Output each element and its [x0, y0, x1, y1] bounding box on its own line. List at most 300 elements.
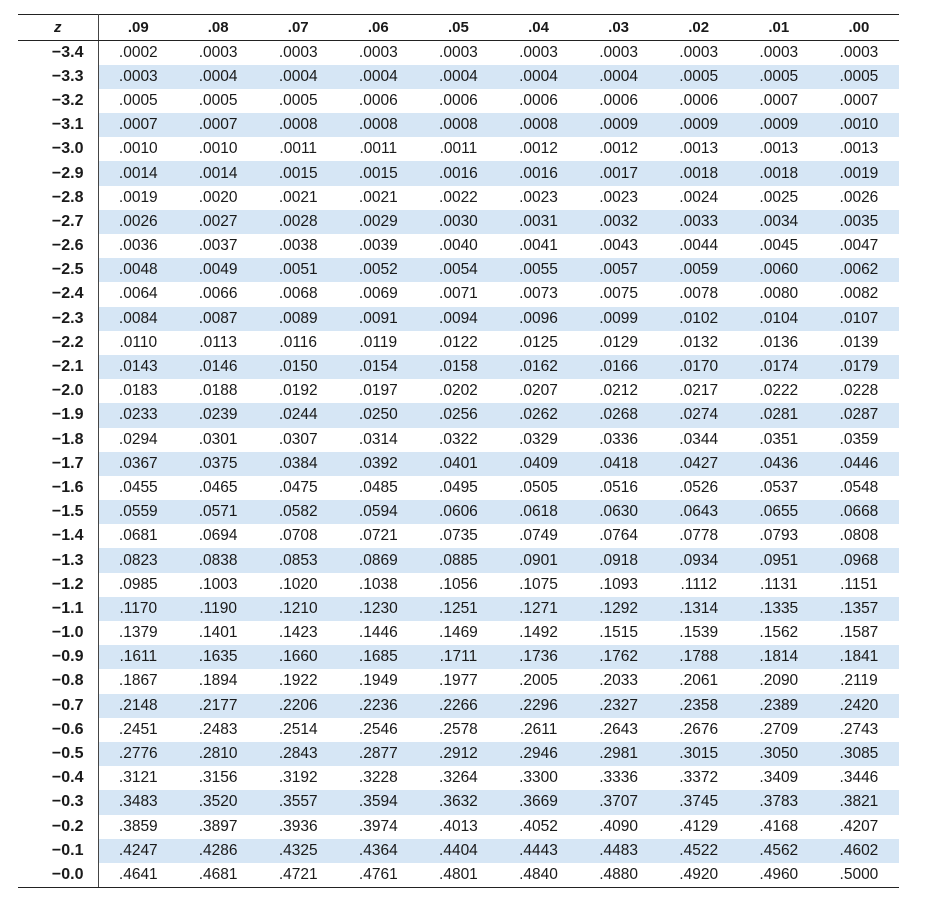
probability-cell: .0016	[418, 161, 498, 185]
probability-cell: .3669	[498, 790, 578, 814]
probability-cell: .0287	[819, 403, 899, 427]
z-value-cell: −0.5	[18, 742, 98, 766]
column-header: .03	[579, 15, 659, 41]
probability-cell: .0427	[659, 452, 739, 476]
probability-cell: .0158	[418, 355, 498, 379]
probability-cell: .0030	[418, 210, 498, 234]
probability-cell: .2005	[519, 672, 558, 690]
probability-cell: .0475	[278, 478, 318, 496]
probability-cell: .2327	[579, 694, 659, 718]
probability-cell: .0047	[839, 237, 879, 255]
probability-cell: .0256	[418, 403, 498, 427]
probability-cell: .0110	[119, 333, 158, 351]
probability-cell: .3050	[739, 742, 819, 766]
probability-cell: .3557	[258, 790, 338, 814]
probability-cell: .3936	[278, 817, 318, 835]
probability-cell: .1210	[258, 597, 338, 621]
probability-cell: .0004	[579, 65, 659, 89]
probability-cell: .1515	[599, 624, 638, 642]
probability-cell: .0681	[118, 527, 158, 545]
probability-cell: .3520	[178, 790, 258, 814]
probability-cell: .0004	[498, 65, 578, 89]
z-value-cell: −1.4	[18, 524, 98, 548]
z-value-cell: −2.9	[18, 161, 98, 185]
probability-cell: .1635	[178, 645, 258, 669]
probability-cell: .2578	[439, 720, 478, 738]
probability-cell: .0934	[659, 548, 739, 572]
probability-cell: .0202	[439, 382, 478, 400]
probability-cell: .1056	[439, 575, 478, 593]
probability-cell: .0025	[759, 188, 799, 206]
probability-cell: .0007	[759, 91, 799, 109]
probability-cell: .0003	[679, 43, 719, 61]
probability-cell: .0129	[599, 333, 638, 351]
probability-cell: .0344	[679, 430, 719, 448]
probability-cell: .0094	[418, 307, 498, 331]
probability-cell: .1112	[680, 575, 717, 593]
probability-cell: .4207	[839, 817, 879, 835]
probability-cell: .0015	[338, 161, 418, 185]
probability-cell: .0004	[178, 65, 258, 89]
probability-cell: .0197	[358, 382, 398, 400]
probability-cell: .3707	[579, 790, 659, 814]
probability-cell: .4920	[659, 863, 739, 887]
table-row	[18, 452, 899, 476]
probability-cell: .0023	[519, 188, 558, 206]
probability-cell: .0359	[839, 430, 879, 448]
probability-cell: .2119	[840, 672, 878, 690]
probability-cell: .1539	[679, 624, 719, 642]
probability-cell: .0222	[759, 382, 799, 400]
probability-cell: .1562	[759, 624, 799, 642]
table-row	[18, 210, 899, 234]
probability-cell: .0018	[739, 161, 819, 185]
probability-cell: .4483	[579, 839, 659, 863]
probability-cell: .0003	[759, 43, 799, 61]
probability-cell: .1894	[198, 672, 238, 690]
z-value-cell: −3.4	[18, 41, 98, 65]
table-row	[18, 839, 899, 863]
table-row	[18, 766, 899, 790]
probability-cell: .0793	[759, 527, 799, 545]
probability-cell: .0060	[739, 258, 819, 282]
z-value-cell: −1.9	[18, 403, 98, 427]
probability-cell: .0192	[278, 382, 318, 400]
probability-cell: .0026	[98, 210, 178, 234]
column-header: .00	[819, 15, 899, 41]
probability-cell: .0009	[739, 113, 819, 137]
column-header: .07	[258, 15, 338, 41]
probability-cell: .0051	[258, 258, 338, 282]
probability-cell: .1379	[118, 624, 158, 642]
probability-cell: .1314	[659, 597, 739, 621]
probability-cell: .0401	[418, 452, 498, 476]
probability-cell: .0485	[358, 478, 398, 496]
probability-cell: .0015	[258, 161, 338, 185]
table-row	[18, 234, 899, 258]
probability-cell: .1841	[819, 645, 899, 669]
probability-cell: .0036	[118, 237, 158, 255]
column-header: .06	[338, 15, 418, 41]
table-row	[18, 863, 899, 887]
z-value-cell: −2.6	[18, 234, 98, 258]
probability-cell: .0154	[338, 355, 418, 379]
probability-cell: .0122	[439, 333, 478, 351]
probability-cell: .0104	[739, 307, 819, 331]
probability-cell: .0869	[338, 548, 418, 572]
table-row	[18, 428, 899, 452]
probability-cell: .0011	[359, 140, 398, 158]
z-value-cell: −0.8	[18, 669, 98, 693]
probability-cell: .3594	[338, 790, 418, 814]
probability-cell: .3192	[278, 769, 318, 787]
probability-cell: .1867	[118, 672, 158, 690]
probability-cell: .4168	[759, 817, 799, 835]
probability-cell: .0022	[439, 188, 478, 206]
probability-cell: .0006	[519, 91, 558, 109]
probability-cell: .0139	[839, 333, 879, 351]
probability-cell: .0367	[98, 452, 178, 476]
probability-cell: .0559	[98, 500, 178, 524]
z-value-cell: −0.4	[18, 766, 98, 790]
probability-cell: .0853	[258, 548, 338, 572]
column-header: .05	[418, 15, 498, 41]
probability-cell: .0465	[198, 478, 238, 496]
probability-cell: .0075	[599, 285, 638, 303]
probability-cell: .0071	[439, 285, 478, 303]
probability-cell: .2546	[358, 720, 398, 738]
probability-cell: .1335	[739, 597, 819, 621]
z-value-cell: −1.5	[18, 500, 98, 524]
z-value-cell: −0.9	[18, 645, 98, 669]
table-row	[18, 65, 899, 89]
probability-cell: .0901	[498, 548, 578, 572]
probability-cell: .0007	[178, 113, 258, 137]
z-value-cell: −2.8	[18, 186, 98, 210]
probability-cell: .0032	[579, 210, 659, 234]
probability-cell: .0035	[819, 210, 899, 234]
probability-cell: .0392	[338, 452, 418, 476]
probability-cell: .0228	[839, 382, 879, 400]
probability-cell: .0735	[439, 527, 478, 545]
probability-cell: .0031	[498, 210, 578, 234]
probability-cell: .0045	[759, 237, 799, 255]
probability-cell: .0034	[739, 210, 819, 234]
probability-cell: .0409	[498, 452, 578, 476]
probability-cell: .3632	[418, 790, 498, 814]
probability-cell: .0007	[839, 91, 879, 109]
probability-cell: .5000	[819, 863, 899, 887]
probability-cell: .0384	[258, 452, 338, 476]
probability-cell: .0023	[599, 188, 638, 206]
probability-cell: .0571	[178, 500, 258, 524]
probability-cell: .3156	[198, 769, 238, 787]
probability-cell: .0274	[659, 403, 739, 427]
probability-cell: .4247	[98, 839, 178, 863]
probability-cell: .0170	[659, 355, 739, 379]
table-row	[18, 524, 899, 548]
z-value-cell: −2.4	[18, 282, 98, 306]
probability-cell: .2090	[759, 672, 799, 690]
z-value-cell: −2.3	[18, 307, 98, 331]
probability-cell: .0003	[599, 43, 638, 61]
probability-cell: .0838	[178, 548, 258, 572]
probability-cell: .2296	[498, 694, 578, 718]
probability-cell: .0005	[819, 65, 899, 89]
probability-cell: .0005	[739, 65, 819, 89]
probability-cell: .0655	[739, 500, 819, 524]
probability-cell: .0174	[739, 355, 819, 379]
probability-cell: .0233	[98, 403, 178, 427]
probability-cell: .0003	[358, 43, 398, 61]
table-row	[18, 186, 899, 210]
probability-cell: .1230	[338, 597, 418, 621]
probability-cell: .4404	[418, 839, 498, 863]
table-row	[18, 307, 899, 331]
probability-cell: .3745	[659, 790, 739, 814]
probability-cell: .0096	[498, 307, 578, 331]
probability-cell: .2177	[178, 694, 258, 718]
probability-cell: .0307	[278, 430, 318, 448]
probability-cell: .3897	[198, 817, 238, 835]
probability-cell: .0033	[659, 210, 739, 234]
probability-cell: .0006	[439, 91, 478, 109]
probability-cell: .0016	[498, 161, 578, 185]
probability-cell: .0018	[659, 161, 739, 185]
table-row	[18, 621, 899, 645]
probability-cell: .2358	[659, 694, 739, 718]
z-value-cell: −0.6	[18, 718, 98, 742]
z-value-cell: −3.2	[18, 89, 98, 113]
probability-cell: .1292	[579, 597, 659, 621]
probability-cell: .1762	[579, 645, 659, 669]
probability-cell: .0002	[118, 43, 158, 61]
probability-cell: .2483	[198, 720, 238, 738]
probability-cell: .0143	[98, 355, 178, 379]
probability-cell: .3336	[599, 769, 638, 787]
probability-cell: .0020	[198, 188, 238, 206]
z-value-cell: −1.3	[18, 548, 98, 572]
probability-cell: .3483	[98, 790, 178, 814]
probability-cell: .1788	[659, 645, 739, 669]
z-value-cell: −3.1	[18, 113, 98, 137]
probability-cell: .0003	[839, 43, 879, 61]
probability-cell: .0336	[599, 430, 638, 448]
probability-cell: .0048	[98, 258, 178, 282]
probability-cell: .0179	[819, 355, 899, 379]
probability-cell: .0011	[439, 140, 478, 158]
probability-cell: .4562	[739, 839, 819, 863]
probability-cell: .0006	[679, 91, 719, 109]
table-row	[18, 694, 899, 718]
probability-cell: .4522	[659, 839, 739, 863]
probability-cell: .1075	[519, 575, 558, 593]
probability-cell: .0087	[178, 307, 258, 331]
probability-cell: .0446	[819, 452, 899, 476]
probability-cell: .3821	[819, 790, 899, 814]
probability-cell: .4880	[579, 863, 659, 887]
probability-cell: .2743	[839, 720, 879, 738]
probability-cell: .0013	[679, 140, 719, 158]
probability-cell: .0008	[418, 113, 498, 137]
probability-cell: .0107	[819, 307, 899, 331]
table-row	[18, 355, 899, 379]
z-table	[18, 14, 899, 888]
probability-cell: .4364	[338, 839, 418, 863]
probability-cell: .4052	[519, 817, 558, 835]
probability-cell: .0526	[679, 478, 719, 496]
probability-cell: .0764	[599, 527, 638, 545]
probability-cell: .2981	[579, 742, 659, 766]
probability-cell: .2266	[418, 694, 498, 718]
probability-cell: .0294	[118, 430, 158, 448]
table-row	[18, 500, 899, 524]
probability-cell: .0250	[338, 403, 418, 427]
probability-cell: .0040	[439, 237, 478, 255]
probability-cell: .0003	[519, 43, 558, 61]
probability-cell: .1423	[278, 624, 318, 642]
table-row	[18, 282, 899, 306]
probability-cell: .0068	[278, 285, 318, 303]
probability-cell: .0281	[739, 403, 819, 427]
probability-cell: .0548	[839, 478, 879, 496]
probability-cell: .0009	[659, 113, 739, 137]
probability-cell: .4129	[679, 817, 719, 835]
probability-cell: .1271	[498, 597, 578, 621]
probability-cell: .1251	[418, 597, 498, 621]
probability-cell: .1003	[198, 575, 238, 593]
probability-cell: .1711	[418, 645, 498, 669]
table-row	[18, 476, 899, 500]
probability-cell: .0618	[498, 500, 578, 524]
probability-cell: .0116	[279, 333, 318, 351]
probability-cell: .0132	[679, 333, 719, 351]
probability-cell: .1151	[840, 575, 878, 593]
probability-cell: .0102	[659, 307, 739, 331]
probability-cell: .3228	[358, 769, 398, 787]
probability-cell: .2611	[519, 720, 558, 738]
probability-cell: .0011	[279, 140, 318, 158]
probability-cell: .0009	[579, 113, 659, 137]
column-header: .09	[98, 15, 178, 41]
probability-cell: .0003	[98, 65, 178, 89]
probability-cell: .0183	[118, 382, 158, 400]
probability-cell: .0052	[338, 258, 418, 282]
z-value-cell: −1.8	[18, 428, 98, 452]
probability-cell: .0021	[278, 188, 318, 206]
z-value-cell: −0.2	[18, 815, 98, 839]
z-value-cell: −3.0	[18, 137, 98, 161]
probability-cell: .3015	[659, 742, 739, 766]
probability-cell: .0668	[819, 500, 899, 524]
probability-cell: .2206	[258, 694, 338, 718]
probability-cell: .4325	[258, 839, 338, 863]
probability-cell: .3446	[839, 769, 879, 787]
probability-cell: .0007	[98, 113, 178, 137]
z-value-cell: −2.5	[18, 258, 98, 282]
probability-cell: .0059	[659, 258, 739, 282]
probability-cell: .0005	[659, 65, 739, 89]
probability-cell: .0217	[679, 382, 719, 400]
probability-cell: .4761	[338, 863, 418, 887]
probability-cell: .2843	[258, 742, 338, 766]
probability-cell: .0073	[519, 285, 558, 303]
probability-cell: .0014	[178, 161, 258, 185]
probability-cell: .0021	[358, 188, 398, 206]
probability-cell: .0028	[258, 210, 338, 234]
probability-cell: .2061	[679, 672, 719, 690]
z-value-cell: −2.0	[18, 379, 98, 403]
probability-cell: .1446	[358, 624, 398, 642]
table-row	[18, 742, 899, 766]
z-value-cell: −0.0	[18, 863, 98, 887]
table-row	[18, 718, 899, 742]
probability-cell: .0455	[118, 478, 158, 496]
probability-cell: .2709	[759, 720, 799, 738]
probability-cell: .0003	[198, 43, 238, 61]
probability-cell: .2420	[819, 694, 899, 718]
probability-cell: .1093	[599, 575, 638, 593]
probability-cell: .0062	[819, 258, 899, 282]
z-value-cell: −1.7	[18, 452, 98, 476]
table-row	[18, 41, 899, 65]
probability-cell: .0188	[198, 382, 238, 400]
probability-cell: .0064	[118, 285, 158, 303]
probability-cell: .0026	[839, 188, 879, 206]
probability-cell: .0721	[358, 527, 398, 545]
z-value-cell: −2.2	[18, 331, 98, 355]
column-header: .01	[739, 15, 819, 41]
z-value-cell: −0.1	[18, 839, 98, 863]
z-column-header: z	[18, 15, 98, 41]
z-value-cell: −0.7	[18, 694, 98, 718]
probability-cell: .1190	[178, 597, 258, 621]
probability-cell: .0008	[258, 113, 338, 137]
probability-cell: .0012	[599, 140, 638, 158]
column-header: .02	[659, 15, 739, 41]
probability-cell: .0516	[599, 478, 638, 496]
probability-cell: .0351	[759, 430, 799, 448]
probability-cell: .1977	[439, 672, 478, 690]
probability-cell: .4013	[439, 817, 478, 835]
table-row	[18, 548, 899, 572]
probability-cell: .0069	[358, 285, 398, 303]
z-table-header	[18, 15, 899, 41]
probability-cell: .3783	[739, 790, 819, 814]
probability-cell: .0004	[338, 65, 418, 89]
probability-cell: .2877	[338, 742, 418, 766]
probability-cell: .0066	[198, 285, 238, 303]
probability-cell: .0091	[338, 307, 418, 331]
probability-cell: .0008	[338, 113, 418, 137]
table-row	[18, 645, 899, 669]
probability-cell: .1401	[198, 624, 238, 642]
probability-cell: .0038	[278, 237, 318, 255]
probability-cell: .1611	[98, 645, 178, 669]
probability-cell: .2676	[679, 720, 719, 738]
probability-cell: .0039	[358, 237, 398, 255]
z-value-cell: −1.1	[18, 597, 98, 621]
probability-cell: .0029	[338, 210, 418, 234]
probability-cell: .2148	[98, 694, 178, 718]
probability-cell: .0004	[258, 65, 338, 89]
probability-cell: .1492	[519, 624, 558, 642]
table-row	[18, 597, 899, 621]
table-row	[18, 161, 899, 185]
probability-cell: .0005	[278, 91, 318, 109]
probability-cell: .0012	[519, 140, 558, 158]
probability-cell: .0049	[178, 258, 258, 282]
